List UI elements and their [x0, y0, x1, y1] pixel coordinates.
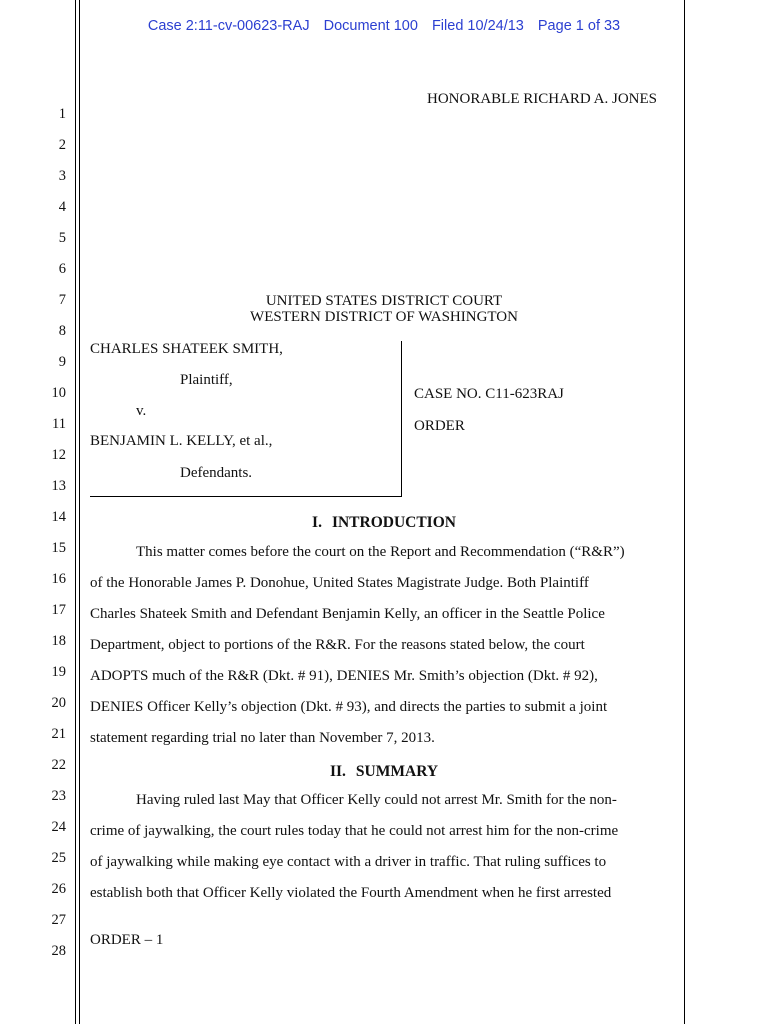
section-title: INTRODUCTION [331, 514, 456, 531]
line-number: 26 [51, 881, 66, 897]
line-number: 23 [51, 788, 66, 804]
versus-label: v. [136, 403, 147, 419]
line-number: 3 [58, 168, 66, 184]
left-margin-rule-inner [79, 0, 80, 1024]
body-line: Having ruled last May that Officer Kelly could not arrest Mr. Smith for the non- [136, 792, 617, 808]
page-footer: ORDER – 1 [90, 932, 164, 948]
left-margin-rule-outer [75, 0, 76, 1024]
line-number: 14 [51, 509, 66, 525]
body-line: This matter comes before the court on the Report and Recommendation (“R&R”) [136, 544, 625, 560]
caption-bottom-rule [90, 496, 402, 497]
line-number: 20 [51, 695, 66, 711]
body-line: of jaywalking while making eye contact with a driver in traffic. That ruling suffices to [90, 854, 607, 870]
plaintiff-name: CHARLES SHATEEK SMITH, [90, 341, 283, 357]
body-line: Charles Shateek Smith and Defendant Benjamin Kelly, an officer in the Seattle Police [90, 606, 605, 622]
filing-header [0, 18, 768, 34]
line-number: 22 [51, 757, 66, 773]
line-number: 10 [51, 385, 66, 401]
line-number: 1 [58, 106, 66, 122]
line-number: 18 [51, 633, 66, 649]
defendant-name: BENJAMIN L. KELLY, et al., [90, 433, 273, 449]
line-number: 12 [51, 447, 66, 463]
line-number: 19 [51, 664, 66, 680]
body-line: statement regarding trial no later than November 7, 2013. [90, 730, 435, 746]
line-number: 13 [51, 478, 66, 494]
case-number: Case 2:11-cv-00623-RAJ [147, 18, 310, 34]
court-heading [0, 293, 768, 325]
line-number: 7 [58, 292, 66, 308]
document-number: Document 100 [323, 18, 418, 34]
section-number: II. [329, 763, 346, 780]
judge-name: HONORABLE RICHARD A. JONES [427, 91, 658, 107]
section-number: I. [312, 514, 322, 531]
line-number: 21 [51, 726, 66, 742]
line-number: 28 [51, 943, 66, 959]
body-line: Department, object to portions of the R&R. For the reasons stated below, the court [90, 637, 585, 653]
right-margin-rule [684, 0, 685, 1024]
section-title: SUMMARY [355, 763, 439, 780]
line-number: 2 [58, 137, 66, 153]
defendant-label: Defendants. [180, 465, 253, 481]
line-number: 5 [58, 230, 66, 246]
line-number: 8 [58, 323, 66, 339]
line-number: 17 [51, 602, 66, 618]
line-number: 9 [58, 354, 66, 370]
line-number: 4 [58, 199, 66, 215]
court-district: WESTERN DISTRICT OF WASHINGTON [250, 309, 518, 325]
line-number: 24 [51, 819, 66, 835]
line-number: 6 [58, 261, 66, 277]
caption-vertical-rule [401, 341, 402, 497]
line-number: 15 [51, 540, 66, 556]
section-heading-summary [0, 763, 768, 781]
plaintiff-label: Plaintiff, [180, 372, 233, 388]
page-indicator: Page 1 of 33 [537, 18, 621, 34]
line-number: 27 [51, 912, 66, 928]
body-line: DENIES Officer Kelly’s objection (Dkt. # 93), and directs the parties to submit a joint [90, 699, 608, 715]
body-line: of the Honorable James P. Donohue, United States Magistrate Judge. Both Plaintiff [90, 575, 589, 591]
court-name: UNITED STATES DISTRICT COURT [265, 293, 503, 309]
line-number: 11 [52, 416, 66, 432]
line-number: 25 [51, 850, 66, 866]
section-heading-introduction [0, 514, 768, 532]
body-line: crime of jaywalking, the court rules today that he could not arrest him for the non-crime [90, 823, 619, 839]
body-line: establish both that Officer Kelly violated the Fourth Amendment when he first arrested [90, 885, 612, 901]
filed-date: Filed 10/24/13 [431, 18, 524, 34]
document-type: ORDER [414, 418, 465, 434]
body-line: ADOPTS much of the R&R (Dkt. # 91), DENIES Mr. Smith’s objection (Dkt. # 92), [90, 668, 598, 684]
case-no: CASE NO. C11-623RAJ [414, 386, 564, 402]
line-number: 16 [51, 571, 66, 587]
